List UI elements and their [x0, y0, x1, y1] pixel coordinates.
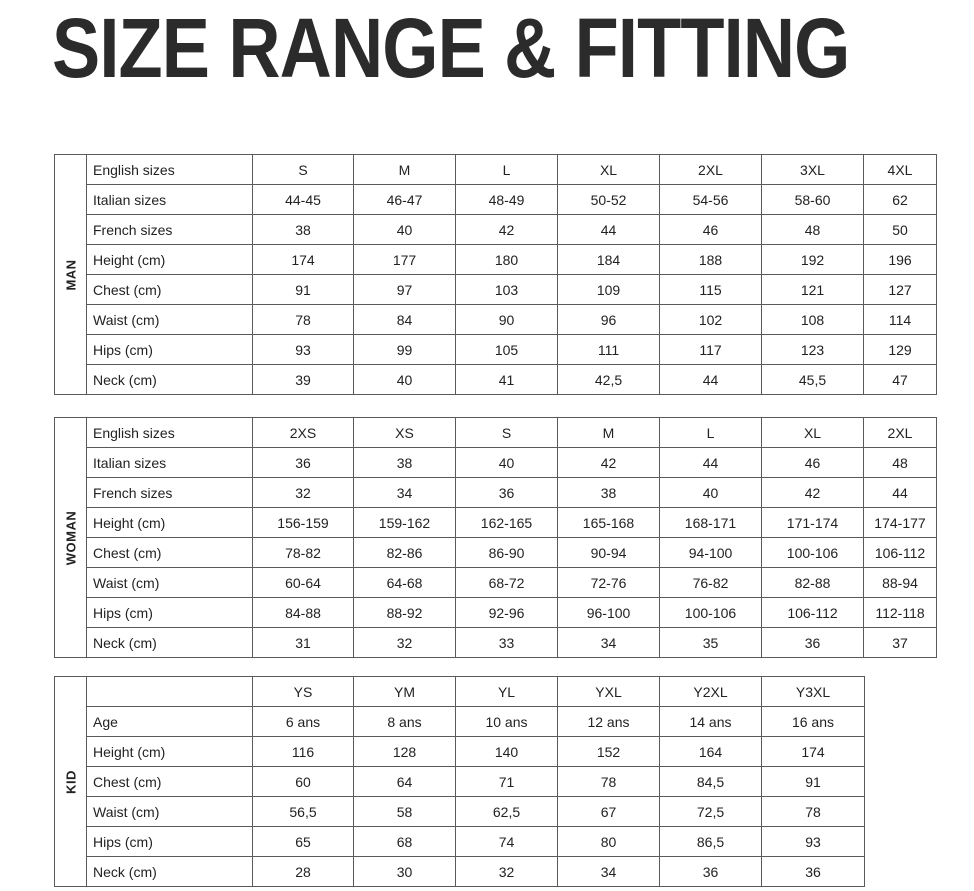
row-label: Waist (cm)	[87, 305, 253, 335]
section-label	[55, 155, 87, 395]
table-cell: 31	[253, 628, 354, 658]
table-cell: 93	[253, 335, 354, 365]
table-cell: 121	[762, 275, 864, 305]
table-cell: YXL	[558, 677, 660, 707]
row-label: Height (cm)	[87, 737, 253, 767]
table-cell: 86-90	[456, 538, 558, 568]
table-cell: 36	[762, 628, 864, 658]
table-cell: 4XL	[864, 155, 937, 185]
table-cell: 2XL	[864, 418, 937, 448]
table-row	[55, 418, 937, 448]
table-cell: 91	[762, 767, 865, 797]
table-cell: 165-168	[558, 508, 660, 538]
table-row	[55, 185, 937, 215]
table-cell: 50-52	[558, 185, 660, 215]
table-cell: 40	[354, 365, 456, 395]
table-cell: 72,5	[660, 797, 762, 827]
table-row	[55, 827, 865, 857]
table-cell: 91	[253, 275, 354, 305]
table-cell: 94-100	[660, 538, 762, 568]
table-cell: 96-100	[558, 598, 660, 628]
table-cell: 96	[558, 305, 660, 335]
row-label: English sizes	[87, 418, 253, 448]
table-cell: 78	[558, 767, 660, 797]
table-cell: 36	[660, 857, 762, 887]
table-cell: L	[660, 418, 762, 448]
table-cell: 48-49	[456, 185, 558, 215]
table-row	[55, 215, 937, 245]
table-cell: 159-162	[354, 508, 456, 538]
row-label	[87, 677, 253, 707]
row-label: Chest (cm)	[87, 767, 253, 797]
table-cell: 30	[354, 857, 456, 887]
table-row	[55, 275, 937, 305]
table-row	[55, 707, 865, 737]
table-cell: 188	[660, 245, 762, 275]
row-label: Chest (cm)	[87, 538, 253, 568]
table-cell: 68	[354, 827, 456, 857]
row-label: Neck (cm)	[87, 857, 253, 887]
table-cell: 3XL	[762, 155, 864, 185]
section-label	[55, 418, 87, 658]
table-cell: 46	[762, 448, 864, 478]
table-cell: 56,5	[253, 797, 354, 827]
table-cell: S	[456, 418, 558, 448]
table-cell: 68-72	[456, 568, 558, 598]
table-row	[55, 335, 937, 365]
table-cell: 180	[456, 245, 558, 275]
table-cell: 2XL	[660, 155, 762, 185]
table-cell: 42	[456, 215, 558, 245]
table-cell: 46-47	[354, 185, 456, 215]
table-cell: 97	[354, 275, 456, 305]
table-cell: 58	[354, 797, 456, 827]
table-cell: 177	[354, 245, 456, 275]
table-cell: 45,5	[762, 365, 864, 395]
table-cell: 48	[762, 215, 864, 245]
table-cell: 34	[558, 628, 660, 658]
table-cell: 84	[354, 305, 456, 335]
table-cell: 111	[558, 335, 660, 365]
table-cell: 60-64	[253, 568, 354, 598]
table-cell: 82-88	[762, 568, 864, 598]
table-row	[55, 155, 937, 185]
table-cell: 162-165	[456, 508, 558, 538]
row-label: Hips (cm)	[87, 827, 253, 857]
row-label: French sizes	[87, 215, 253, 245]
table-cell: 36	[456, 478, 558, 508]
table-cell: 34	[354, 478, 456, 508]
row-label: Age	[87, 707, 253, 737]
table-cell: 38	[253, 215, 354, 245]
table-cell: 129	[864, 335, 937, 365]
table-cell: 10 ans	[456, 707, 558, 737]
table-row	[55, 857, 865, 887]
table-cell: 36	[253, 448, 354, 478]
table-row	[55, 245, 937, 275]
row-label: English sizes	[87, 155, 253, 185]
table-cell: 44-45	[253, 185, 354, 215]
table-cell: 60	[253, 767, 354, 797]
table-cell: 112-118	[864, 598, 937, 628]
table-cell: 84-88	[253, 598, 354, 628]
table-cell: 12 ans	[558, 707, 660, 737]
table-cell: 33	[456, 628, 558, 658]
table-cell: 168-171	[660, 508, 762, 538]
table-cell: 106-112	[864, 538, 937, 568]
table-cell: 50	[864, 215, 937, 245]
table-cell: 88-94	[864, 568, 937, 598]
table-cell: M	[354, 155, 456, 185]
table-cell: 62,5	[456, 797, 558, 827]
table-cell: 99	[354, 335, 456, 365]
table-cell: 44	[660, 448, 762, 478]
table-cell: 74	[456, 827, 558, 857]
man-size-table	[54, 154, 937, 395]
table-cell: 82-86	[354, 538, 456, 568]
table-cell: 106-112	[762, 598, 864, 628]
table-cell: 84,5	[660, 767, 762, 797]
section-label-text: KID	[63, 769, 78, 794]
row-label: Neck (cm)	[87, 628, 253, 658]
table-cell: 123	[762, 335, 864, 365]
table-cell: M	[558, 418, 660, 448]
table-row	[55, 568, 937, 598]
table-cell: 90	[456, 305, 558, 335]
table-cell: 65	[253, 827, 354, 857]
table-cell: 36	[762, 857, 865, 887]
table-cell: 64	[354, 767, 456, 797]
table-row	[55, 538, 937, 568]
section-label	[55, 677, 87, 887]
table-cell: 80	[558, 827, 660, 857]
table-cell: 35	[660, 628, 762, 658]
section-label-text: MAN	[63, 258, 78, 291]
table-cell: 127	[864, 275, 937, 305]
table-cell: 140	[456, 737, 558, 767]
table-cell: 86,5	[660, 827, 762, 857]
row-label: Chest (cm)	[87, 275, 253, 305]
table-cell: 164	[660, 737, 762, 767]
page-title: SIZE RANGE & FITTING	[52, 1, 850, 95]
table-cell: 192	[762, 245, 864, 275]
table-cell: L	[456, 155, 558, 185]
table-cell: YL	[456, 677, 558, 707]
table-cell: 40	[660, 478, 762, 508]
table-cell: 67	[558, 797, 660, 827]
woman-size-table	[54, 417, 937, 658]
table-cell: 28	[253, 857, 354, 887]
table-cell: 32	[456, 857, 558, 887]
table-cell: Y2XL	[660, 677, 762, 707]
table-cell: 2XS	[253, 418, 354, 448]
table-cell: 174	[253, 245, 354, 275]
table-cell: 42	[558, 448, 660, 478]
table-cell: 8 ans	[354, 707, 456, 737]
table-cell: 105	[456, 335, 558, 365]
table-cell: 44	[660, 365, 762, 395]
table-cell: 44	[864, 478, 937, 508]
table-cell: 78	[762, 797, 865, 827]
table-cell: 39	[253, 365, 354, 395]
table-cell: XL	[558, 155, 660, 185]
table-cell: 116	[253, 737, 354, 767]
table-cell: 117	[660, 335, 762, 365]
table-cell: 78-82	[253, 538, 354, 568]
table-cell: 48	[864, 448, 937, 478]
table-cell: 37	[864, 628, 937, 658]
table-cell: 90-94	[558, 538, 660, 568]
table-cell: 108	[762, 305, 864, 335]
row-label: Waist (cm)	[87, 568, 253, 598]
table-cell: YS	[253, 677, 354, 707]
table-cell: S	[253, 155, 354, 185]
table-cell: 100-106	[762, 538, 864, 568]
table-cell: 109	[558, 275, 660, 305]
table-cell: 44	[558, 215, 660, 245]
table-row	[55, 767, 865, 797]
table-cell: 38	[558, 478, 660, 508]
table-cell: 62	[864, 185, 937, 215]
table-cell: YM	[354, 677, 456, 707]
table-cell: 184	[558, 245, 660, 275]
table-row	[55, 508, 937, 538]
table-cell: 71	[456, 767, 558, 797]
table-cell: Y3XL	[762, 677, 865, 707]
row-label: Height (cm)	[87, 245, 253, 275]
row-label: French sizes	[87, 478, 253, 508]
table-cell: 76-82	[660, 568, 762, 598]
row-label: Waist (cm)	[87, 797, 253, 827]
table-cell: 102	[660, 305, 762, 335]
table-cell: 152	[558, 737, 660, 767]
table-row	[55, 677, 865, 707]
table-row	[55, 478, 937, 508]
table-cell: 196	[864, 245, 937, 275]
row-label: Neck (cm)	[87, 365, 253, 395]
table-cell: 40	[354, 215, 456, 245]
table-row	[55, 737, 865, 767]
table-cell: 72-76	[558, 568, 660, 598]
table-cell: 92-96	[456, 598, 558, 628]
kid-size-table	[54, 676, 865, 887]
table-cell: 100-106	[660, 598, 762, 628]
table-cell: 46	[660, 215, 762, 245]
table-cell: 41	[456, 365, 558, 395]
table-cell: 156-159	[253, 508, 354, 538]
table-cell: 14 ans	[660, 707, 762, 737]
row-label: Height (cm)	[87, 508, 253, 538]
table-cell: 114	[864, 305, 937, 335]
table-cell: XS	[354, 418, 456, 448]
table-cell: 174-177	[864, 508, 937, 538]
table-cell: 174	[762, 737, 865, 767]
table-cell: 115	[660, 275, 762, 305]
table-cell: 6 ans	[253, 707, 354, 737]
table-cell: 93	[762, 827, 865, 857]
table-cell: XL	[762, 418, 864, 448]
row-label: Hips (cm)	[87, 335, 253, 365]
row-label: Italian sizes	[87, 448, 253, 478]
row-label: Hips (cm)	[87, 598, 253, 628]
table-row	[55, 365, 937, 395]
table-cell: 32	[253, 478, 354, 508]
table-row	[55, 598, 937, 628]
table-cell: 34	[558, 857, 660, 887]
table-cell: 54-56	[660, 185, 762, 215]
table-cell: 128	[354, 737, 456, 767]
table-cell: 38	[354, 448, 456, 478]
table-cell: 40	[456, 448, 558, 478]
table-row	[55, 305, 937, 335]
table-cell: 58-60	[762, 185, 864, 215]
table-cell: 88-92	[354, 598, 456, 628]
row-label: Italian sizes	[87, 185, 253, 215]
table-cell: 47	[864, 365, 937, 395]
table-row	[55, 448, 937, 478]
table-row	[55, 628, 937, 658]
table-row	[55, 797, 865, 827]
table-cell: 16 ans	[762, 707, 865, 737]
table-cell: 103	[456, 275, 558, 305]
table-cell: 42,5	[558, 365, 660, 395]
table-cell: 32	[354, 628, 456, 658]
table-cell: 78	[253, 305, 354, 335]
section-label-text: WOMAN	[63, 510, 78, 565]
table-cell: 42	[762, 478, 864, 508]
table-cell: 171-174	[762, 508, 864, 538]
table-cell: 64-68	[354, 568, 456, 598]
